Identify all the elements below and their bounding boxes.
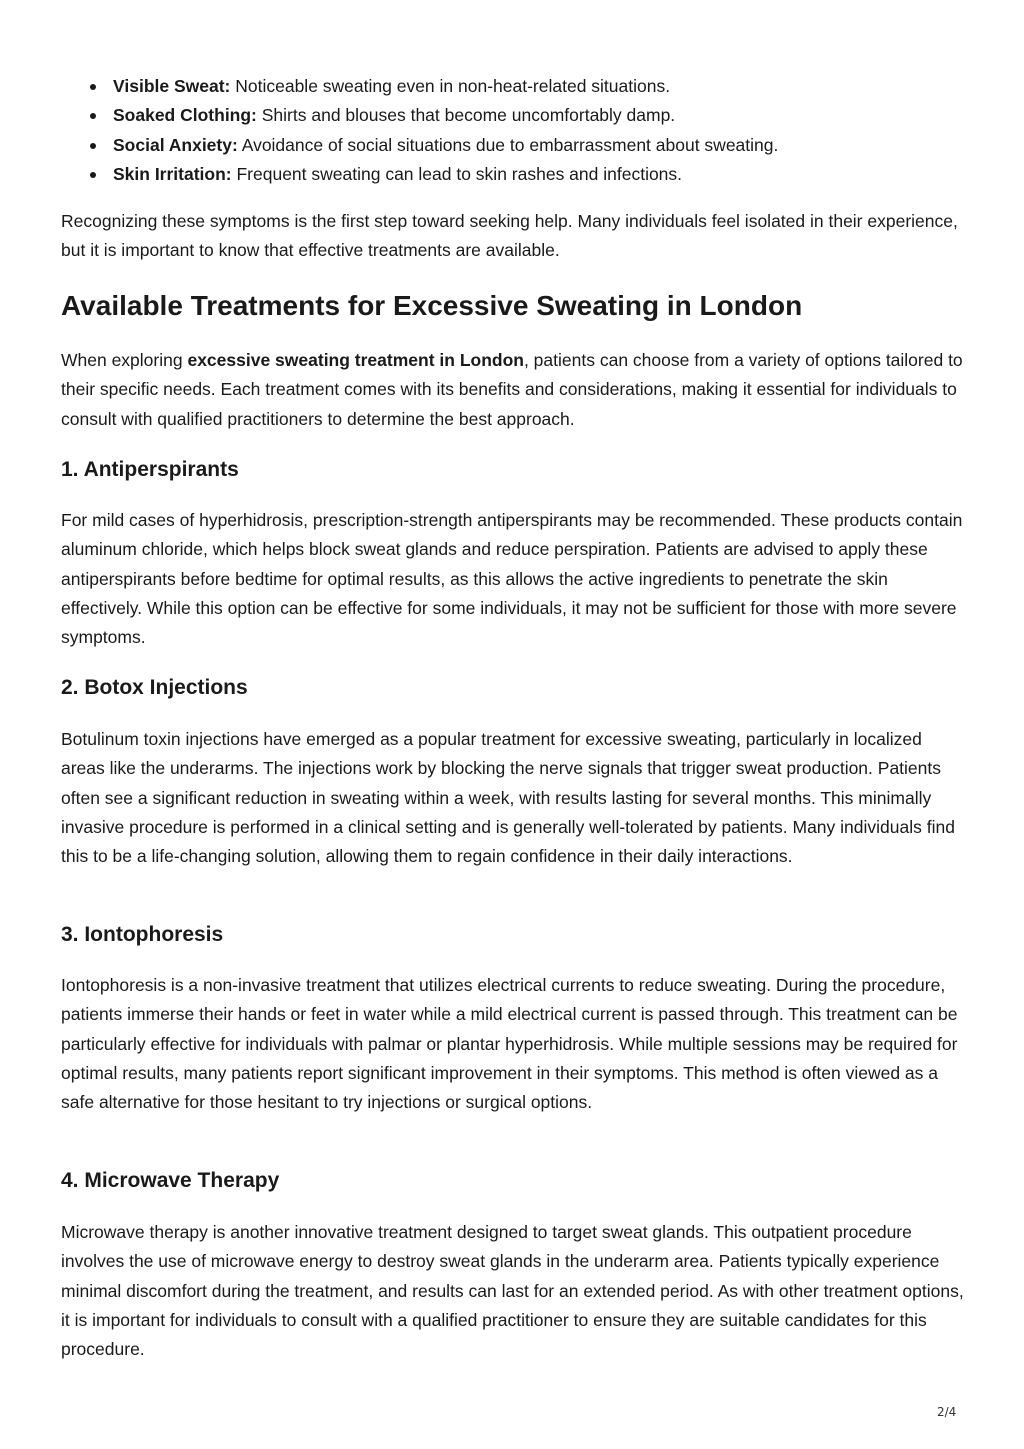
symptoms-list [61,72,966,189]
symptom-term: Skin Irritation: [113,163,232,184]
symptom-term: Social Anxiety: [113,134,238,155]
page-number: 2/4 [937,1405,957,1419]
intro-text-after: , patients can choose from a variety of options tailored to their specific needs. Each treatment comes with its benefits and considerations, making it essential for individuals to consult with qualified practitioners to determine the best approach. [61,350,963,429]
treatment-body-microwave: Microwave therapy is another innovative treatment designed to target sweat glands. This outpatient procedure involves the use of microwave energy to destroy sweat glands in the underarm area. Patients typically experience minimal discomfort during the treatment, and results can last for an extended period. As with other treatment options, it is important for individuals to consult with a qualified practitioner to ensure they are suitable candidates for this procedure. [61,1222,964,1360]
treatment-body-iontophoresis: Iontophoresis is a non-invasive treatment that utilizes electrical currents to reduce sweating. During the procedure, patients immerse their hands or feet in water while a mild electrical current is passed through. This treatment can be particularly effective for individuals with palmar or plantar hyperhidrosis. While multiple sessions may be required for optimal results, many patients report significant improvement in their symptoms. This method is often viewed as a safe alternative for those hesitant to try injections or surgical options. [61,975,958,1113]
symptom-text: Noticeable sweating even in non-heat-related situations. [230,76,671,96]
symptom-term: Visible Sweat: [113,76,231,96]
treatment-heading-antiperspirants: 1. Antiperspirants [61,458,239,481]
bullet-icon [90,172,96,178]
symptom-text: Avoidance of social situations due to embarrassment about sweating. [237,134,779,155]
list-item [61,160,966,189]
treatment-heading-microwave: 4. Microwave Therapy [61,1169,280,1192]
list-item [61,131,966,160]
symptom-term: Soaked Clothing: [113,105,257,126]
treatment-heading-iontophoresis: 3. Iontophoresis [61,923,224,946]
symptom-text: Frequent sweating can lead to skin rashes and infections. [231,163,683,184]
intro-paragraph [61,346,966,434]
recognize-paragraph: Recognizing these symptoms is the first step toward seeking help. Many individuals feel isolated in their experience, but it is important to know that effective treatments are available. [61,211,958,261]
symptom-text: Shirts and blouses that become uncomfortably damp. [256,105,676,126]
list-item [61,101,966,130]
treatment-body-botox: Botulinum toxin injections have emerged as a popular treatment for excessive sweating, particularly in localized areas like the underarms. The injections work by blocking the nerve signals that trigger sweat production. Patients often see a significant reduction in sweating within a week, with results lasting for several months. This minimally invasive procedure is performed in a clinical setting and is generally well-tolerated by patients. Many individuals find this to be a life-changing solution, allowing them to regain confidence in their daily interactions. [61,729,955,867]
treatment-heading-botox: 2. Botox Injections [61,676,248,699]
list-item [61,72,966,101]
bullet-icon [90,143,96,149]
treatment-body-antiperspirants: For mild cases of hyperhidrosis, prescription-strength antiperspirants may be recommended. These products contain aluminum chloride, which helps block sweat glands and reduce perspiration. Patients are advised to apply these antiperspirants before bedtime for optimal results, as this allows the active ingredients to penetrate the skin effectively. While this option can be effective for some individuals, it may not be sufficient for those with more severe symptoms. [61,510,963,648]
bullet-icon [90,113,96,119]
intro-text-before: When exploring [61,350,188,370]
bullet-icon [90,84,96,90]
intro-keyword: excessive sweating treatment in London [187,350,524,370]
section-title: Available Treatments for Excessive Sweating in London [61,290,803,321]
